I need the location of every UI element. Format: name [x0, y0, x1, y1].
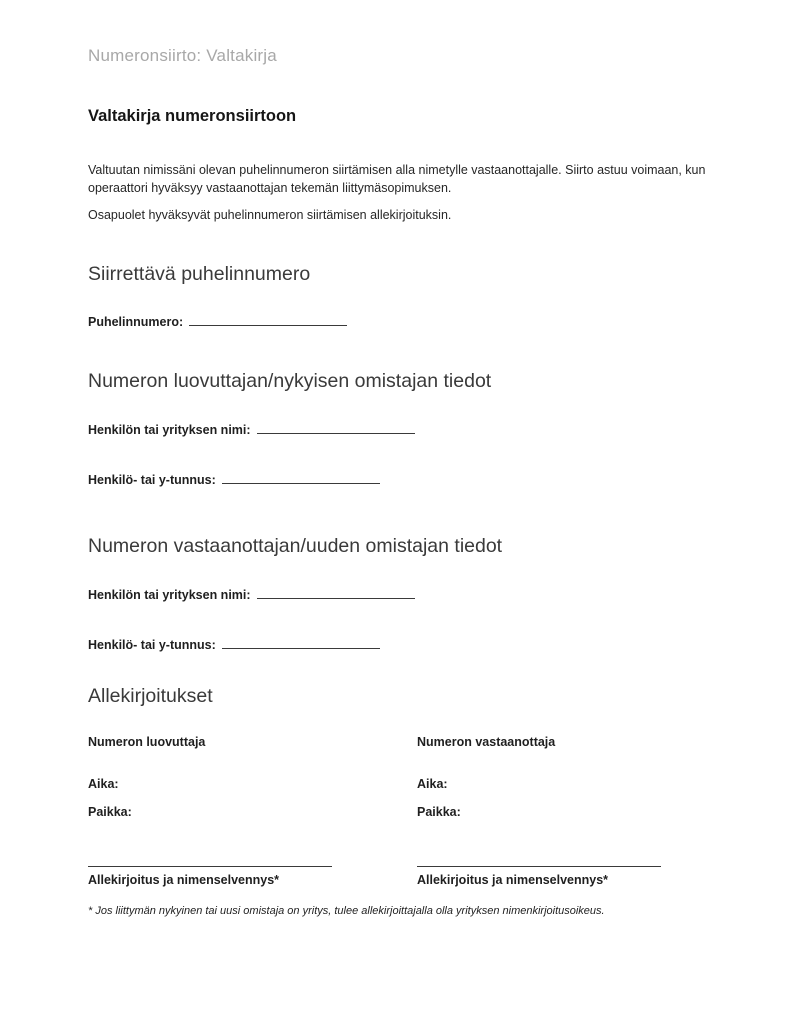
- recipient-signature-line: [417, 830, 661, 867]
- donor-place-label: Paikka:: [88, 805, 132, 819]
- recipient-signature-column: [417, 734, 709, 888]
- donor-signature-column: [88, 734, 417, 888]
- phone-number-fill-line: [189, 315, 347, 326]
- recipient-id-label: Henkilö- tai y-tunnus:: [88, 638, 216, 652]
- recipient-name-fill-line: [257, 588, 415, 599]
- donor-role-label: Numeron luovuttaja: [88, 735, 206, 749]
- section-heading-signatures: Allekirjoitukset: [88, 685, 213, 707]
- donor-signature-line: [88, 830, 332, 867]
- intro-paragraph-2: Osapuolet hyväksyvät puhelinnumeron siirtämisen allekirjoituksin.: [88, 208, 452, 222]
- recipient-role-label: Numeron vastaanottaja: [417, 735, 556, 749]
- recipient-place-label: Paikka:: [417, 805, 461, 819]
- donor-id-label: Henkilö- tai y-tunnus:: [88, 473, 216, 487]
- donor-signature-label: Allekirjoitus ja nimenselvennys*: [88, 873, 280, 887]
- recipient-signature-label: Allekirjoitus ja nimenselvennys*: [417, 873, 609, 887]
- section-heading-recipient: Numeron vastaanottajan/uuden omistajan tiedot: [88, 535, 503, 557]
- section-heading-donor: Numeron luovuttajan/nykyisen omistajan tiedot: [88, 370, 492, 392]
- recipient-name-label: Henkilön tai yrityksen nimi:: [88, 588, 251, 602]
- donor-date-label: Aika:: [88, 777, 119, 791]
- intro-paragraph-1: Valtuutan nimissäni olevan puhelinnumeron siirtämisen alla nimetylle vastaanottajalle. Siirto astuu voimaan, kun operaattori hyväksyy vastaanottajan tekemän liittymäsopimuksen.: [88, 163, 706, 195]
- page-header-text: Numeronsiirto: Valtakirja: [88, 46, 277, 65]
- phone-number-label: Puhelinnumero:: [88, 315, 184, 329]
- recipient-id-field: [88, 637, 709, 653]
- phone-number-field: [88, 314, 709, 330]
- donor-name-fill-line: [257, 423, 415, 434]
- recipient-date-label: Aika:: [417, 777, 448, 791]
- donor-id-field: [88, 472, 709, 488]
- document-title: Valtakirja numeronsiirtoon: [88, 107, 297, 125]
- section-heading-phone-number: Siirrettävä puhelinnumero: [88, 263, 311, 285]
- recipient-name-field: [88, 587, 709, 603]
- signatures-grid: [88, 734, 709, 888]
- recipient-id-fill-line: [222, 638, 380, 649]
- donor-name-field: [88, 422, 709, 438]
- donor-name-label: Henkilön tai yrityksen nimi:: [88, 423, 251, 437]
- donor-id-fill-line: [222, 473, 380, 484]
- signature-footnote: * Jos liittymän nykyinen tai uusi omistaja on yritys, tulee allekirjoittajalla olla yrityksen nimenkirjoitusoikeus.: [88, 905, 605, 917]
